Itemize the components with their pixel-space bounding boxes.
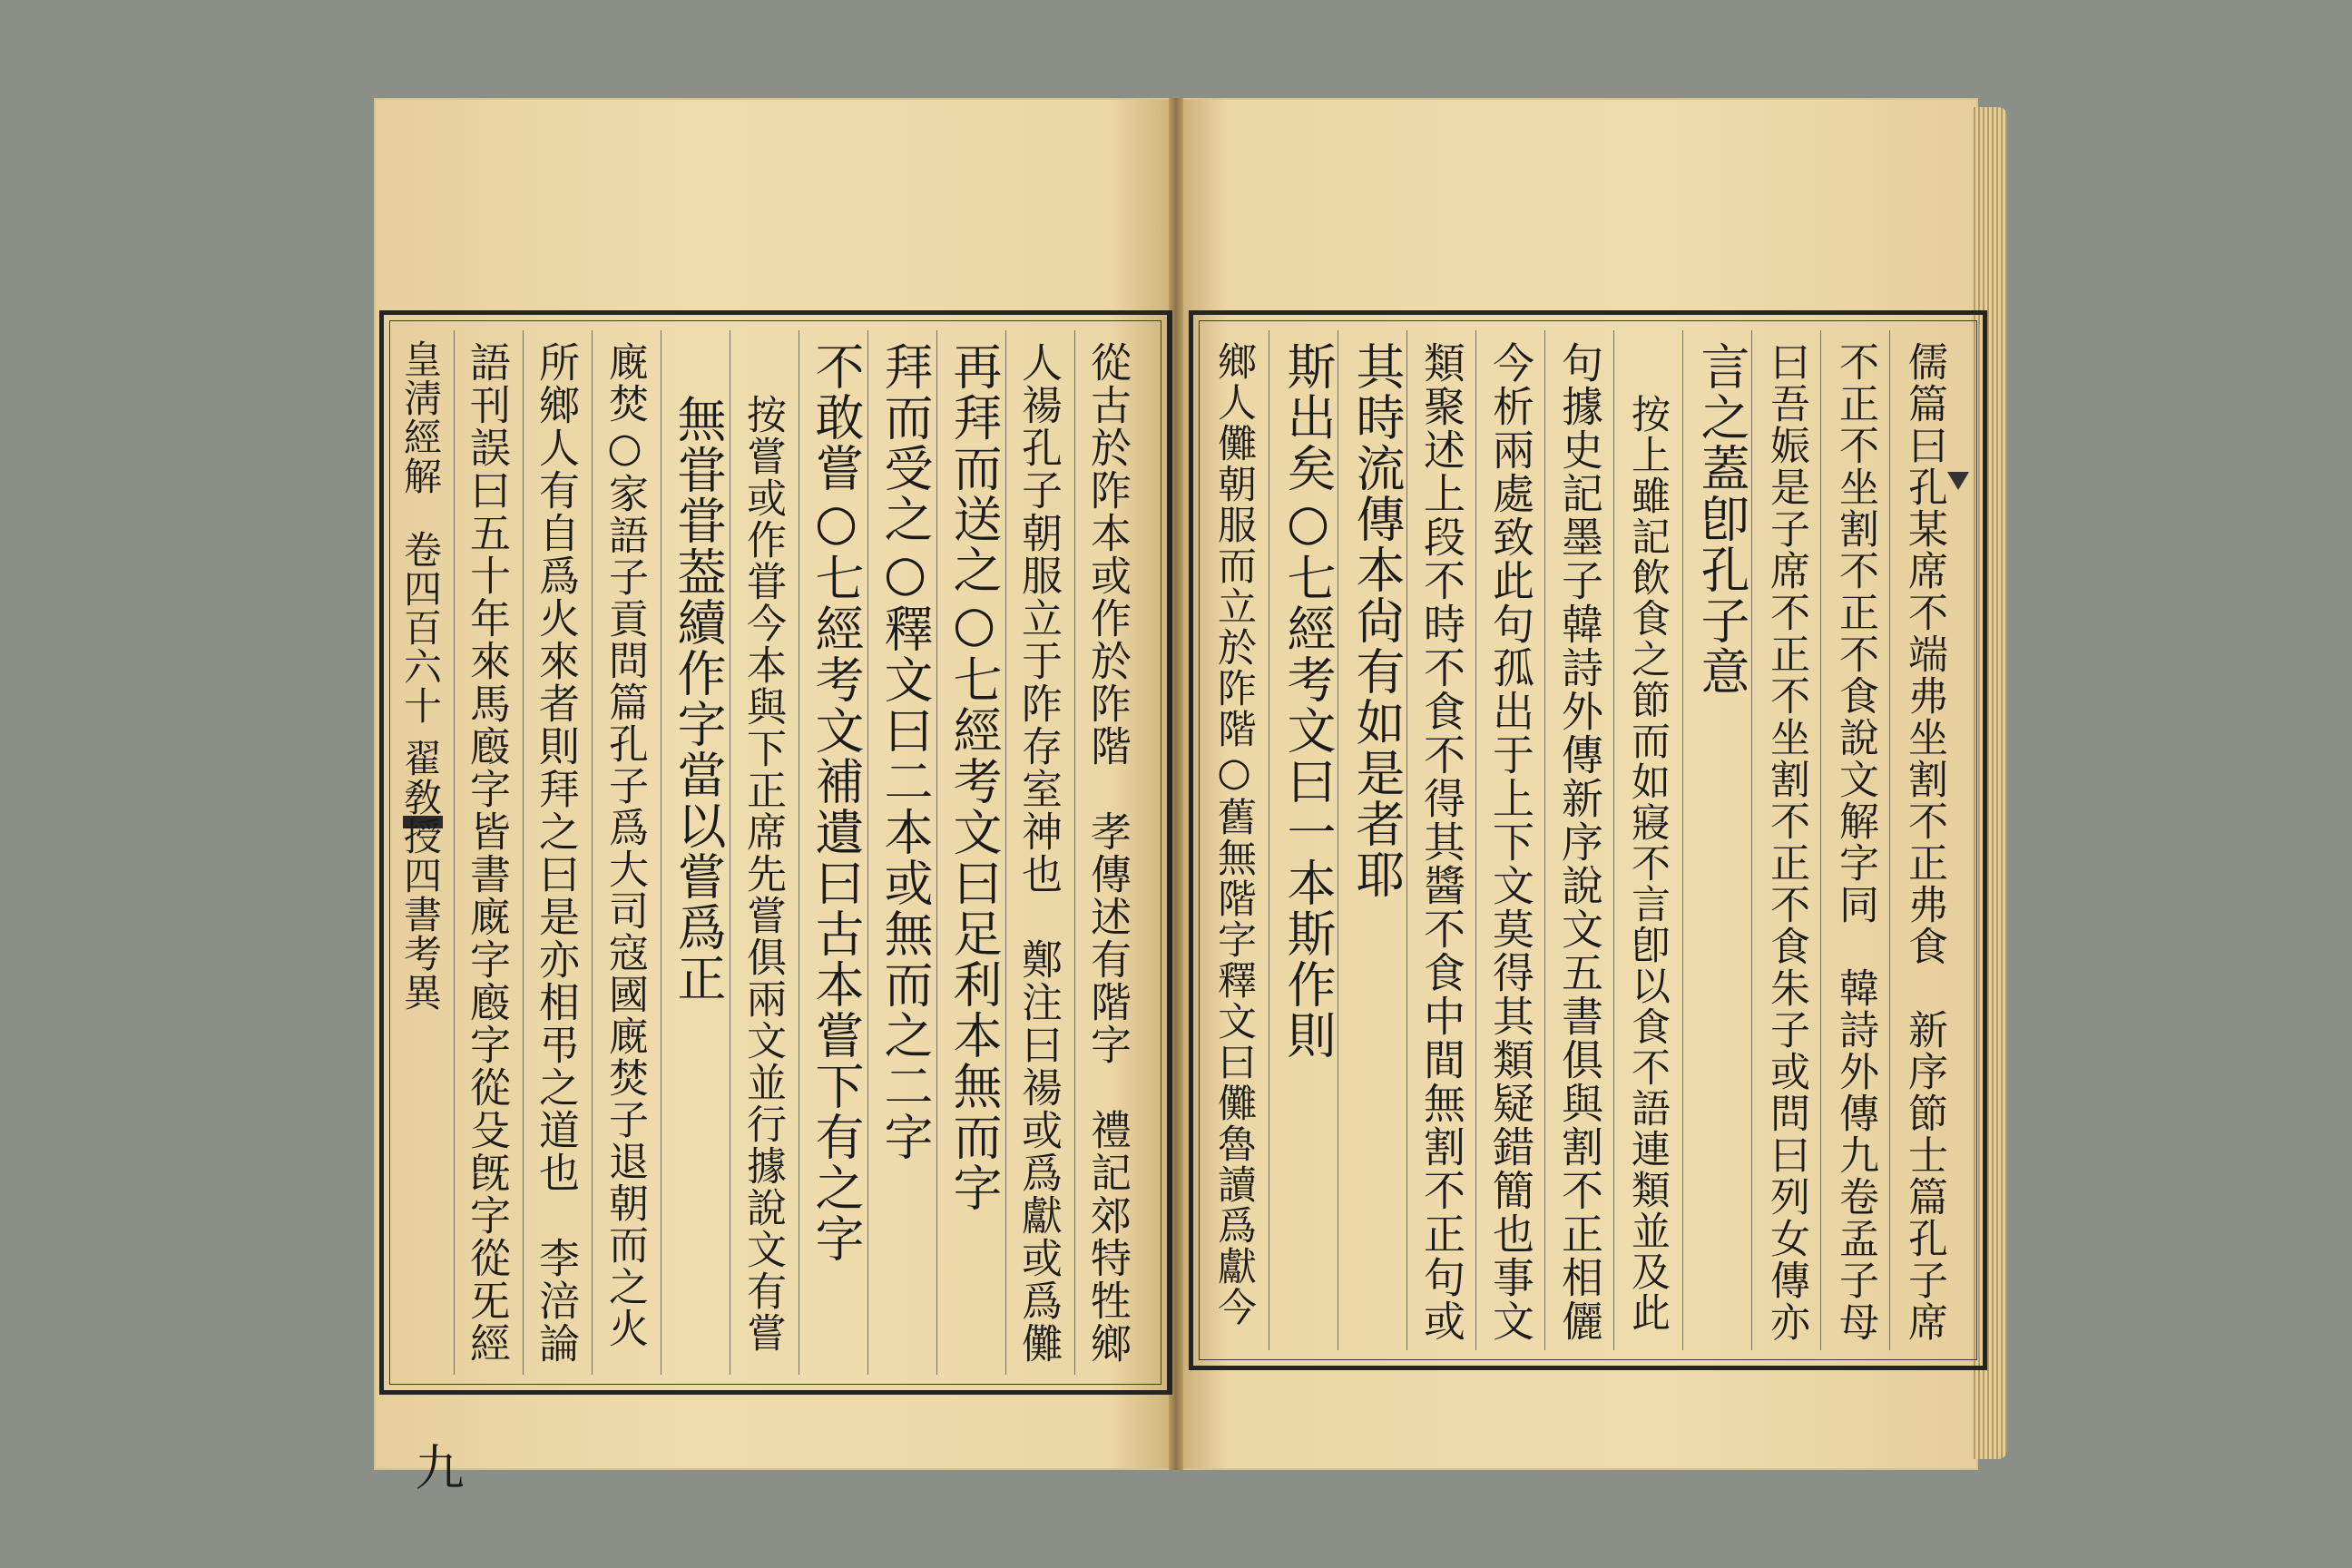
page-number: 九 bbox=[407, 1442, 465, 1491]
text-column: 不敢嘗○七經考文補遺曰古本嘗下有之字 bbox=[808, 341, 865, 1264]
text-column: 類聚述上段不時不食不得其醬不食中間無割不正句或 bbox=[1417, 341, 1466, 1343]
right-text-frame bbox=[1189, 310, 1987, 1370]
text-column: 言之蓋卽孔子意 bbox=[1693, 341, 1750, 697]
text-column: 句據史記墨子韓詩外傳新序說文五書俱與割不正相儷 bbox=[1555, 341, 1604, 1343]
text-column: 斯出矣○七經考文曰一本斯作則 bbox=[1279, 341, 1337, 1061]
text-column: 按嘗或作甞今本與下正席先嘗俱兩文並行據說文有嘗 bbox=[740, 394, 786, 1354]
text-column: 從古於阼本或作於阼階 孝傳述有階字 禮記郊特牲鄉 bbox=[1083, 341, 1132, 1365]
text-column: 所鄉人有自爲火來者則拜之曰是亦相弔之道也 李涪論 bbox=[532, 341, 580, 1365]
left-text-frame bbox=[379, 310, 1172, 1491]
text-column: 鄉人儺朝服而立於阼階○舊無階字釋文曰儺魯讀爲獻今 bbox=[1211, 341, 1257, 1328]
triangle-marker-icon bbox=[1947, 472, 1969, 490]
work-title: 翟敎授四書考異 bbox=[398, 739, 443, 1012]
right-inner-border bbox=[1199, 320, 1977, 1360]
text-column: 人禓孔子朝服立于阼存室神也 鄭注曰禓或爲獻或爲儺 bbox=[1014, 341, 1063, 1365]
author-label bbox=[398, 739, 443, 1012]
text-column: 儒篇曰孔某席不端弗坐割不正弗食 新序節士篇孔子席 bbox=[1901, 341, 1947, 1343]
text-column: 曰吾娠是子席不正不坐割不正不食朱子或問曰列女傳亦 bbox=[1763, 341, 1809, 1343]
text-column: 按上雖記飲食之節而如寢不言卽以食不語連類並及此 bbox=[1625, 394, 1671, 1333]
text-column: 無甞甞葢續作字當以嘗爲正 bbox=[670, 394, 727, 1004]
text-column: 其時流傳本尙有如是者耶 bbox=[1348, 341, 1406, 900]
left-inner-border bbox=[389, 320, 1161, 1491]
text-column: 不正不坐割不正不食說文解字同 韓詩外傳九卷孟子母 bbox=[1832, 341, 1878, 1343]
volume-number: 卷四百六十 bbox=[398, 530, 443, 725]
text-column: 廐焚○家語子貢問篇孔子爲大司寇國廐焚子退朝而之火 bbox=[602, 341, 648, 1349]
text-column: 拜而受之○釋文曰二本或無而之二字 bbox=[877, 341, 934, 1162]
collection-title: 皇淸經解 bbox=[398, 339, 443, 495]
text-column: 再拜而送之○七經考文曰足利本無而字 bbox=[946, 341, 1003, 1213]
volume-label bbox=[398, 530, 443, 725]
text-column: 今析兩處致此句孤出于上下文莫得其類疑錯簡也事文 bbox=[1486, 341, 1535, 1343]
text-column: 語刊誤曰五十年來馬廏字皆書廐字廏字從殳旣字從旡經 bbox=[463, 341, 511, 1365]
margin-heading bbox=[398, 339, 443, 495]
